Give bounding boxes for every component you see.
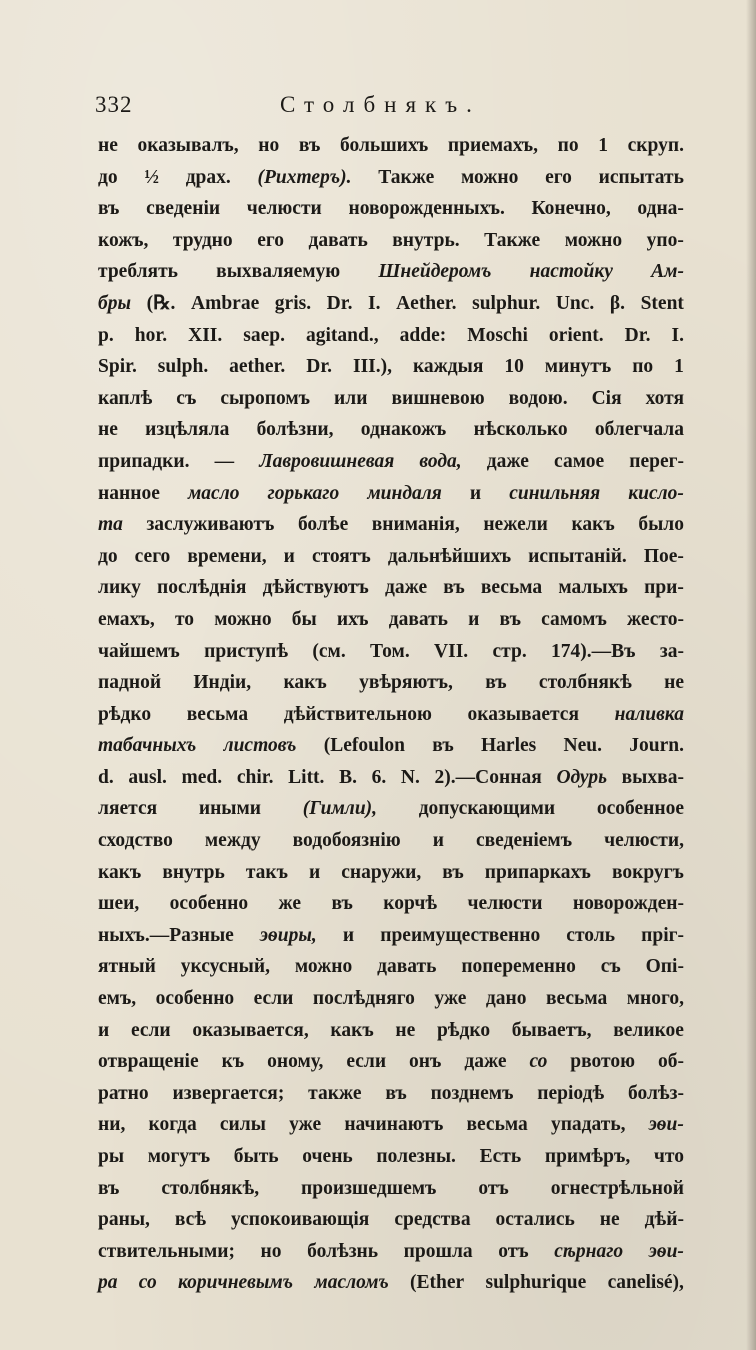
text-line: шеи, особенно же въ корчѣ челюсти новорожден-	[98, 893, 684, 915]
text-line: ры могутъ быть очень полезны. Есть примѣръ, что	[98, 1146, 684, 1167]
text-line: припадки. — Лавровишневая вода, даже самое перег-	[98, 450, 684, 472]
text-line: не оказывалъ, но въ большихъ приемахъ, по 1 скруп.	[98, 135, 684, 156]
text-line: чайшемъ приступѣ (см. Том. VII. стр. 174).—Въ за-	[98, 640, 684, 662]
text-line: бры (℞. Ambrae gris. Dr. I. Aether. sulphur. Unc. β. Stent	[98, 292, 684, 314]
text-line: ни, когда силы уже начинаютъ весьма упадать, эѳи-	[98, 1114, 684, 1136]
text-line: нанное масло горькаго миндаля и синильняя кисло-	[98, 482, 684, 504]
text-line: ныхъ.—Разные эѳиры, и преимущественно столь пріг-	[98, 924, 684, 946]
text-line: въ сведеніи челюсти новорожденныхъ. Конечно, одна-	[98, 198, 684, 220]
text-line: и если оказывается, какъ не рѣдко бываетъ, великое	[98, 1019, 684, 1041]
text-line: d. ausl. med. chir. Litt. B. 6. N. 2).—Сонная Одурь выхва-	[98, 766, 684, 788]
page-number: 332	[95, 92, 133, 117]
text-line: p. hor. XII. saep. agitand., adde: Moschi orient. Dr. I.	[98, 324, 684, 346]
text-line: рѣдко весьма дѣйствительною оказывается наливка	[98, 703, 684, 725]
body-text	[98, 130, 684, 1299]
text-line: ра со коричневымъ масломъ (Ether sulphurique canelisé),	[98, 1272, 684, 1294]
text-line: емъ, особенно если послѣдняго уже дано весьма много,	[98, 988, 684, 1010]
text-line: кожъ, трудно его давать внутрь. Также можно упо-	[98, 229, 684, 251]
text-line: отвращеніе къ оному, если онъ даже со рвотою об-	[98, 1051, 684, 1073]
text-line: до сего времени, и стоятъ дальнѣйшихъ испытаній. Пое-	[98, 545, 684, 567]
text-line: сходство между водобоязнію и сведеніемъ челюсти,	[98, 830, 684, 852]
text-line: не изцѣляла болѣзни, однакожъ нѣсколько облегчала	[98, 419, 684, 441]
text-line: падной Индіи, какъ увѣряютъ, въ столбнякѣ не	[98, 672, 684, 694]
page-edge-shadow	[746, 0, 756, 1350]
text-line: какъ внутрь такъ и снаружи, въ припаркахъ вокругъ	[98, 861, 684, 883]
text-line: емахъ, то можно бы ихъ давать и въ самомъ жесто-	[98, 608, 684, 630]
text-line: раны, всѣ успокоивающія средства остались не дѣй-	[98, 1209, 684, 1231]
text-line: лику послѣднія дѣйствуютъ даже въ весьма малыхъ при-	[98, 577, 684, 599]
text-line: табачныхъ листовъ (Lefoulon въ Harles Neu. Journ.	[98, 735, 684, 757]
text-line: каплѣ съ сыропомъ или вишневою водою. Сія хотя	[98, 387, 684, 409]
page-header	[95, 92, 685, 124]
text-line: ятный уксусный, можно давать попеременно съ Опі-	[98, 956, 684, 978]
text-line: ствительными; но болѣзнь прошла отъ сѣрнаго эѳи-	[98, 1240, 684, 1262]
text-line: ляется иными (Гимли), допускающими особенное	[98, 798, 684, 820]
text-line: треблять выхваляемую Шнейдеромъ настойку Ам-	[98, 261, 684, 283]
text-line: до ½ драх. (Рихтеръ). Также можно его испытать	[98, 166, 684, 188]
running-head: Столбнякъ.	[280, 92, 481, 117]
text-line: въ столбнякѣ, произшедшемъ отъ огнестрѣльной	[98, 1177, 684, 1199]
text-line: ратно извергается; также въ позднемъ періодѣ болѣз-	[98, 1082, 684, 1104]
text-line: та заслуживаютъ болѣе вниманія, нежели какъ было	[98, 514, 684, 536]
text-line: Spir. sulph. aether. Dr. III.), каждыя 10 минутъ по 1	[98, 356, 684, 378]
